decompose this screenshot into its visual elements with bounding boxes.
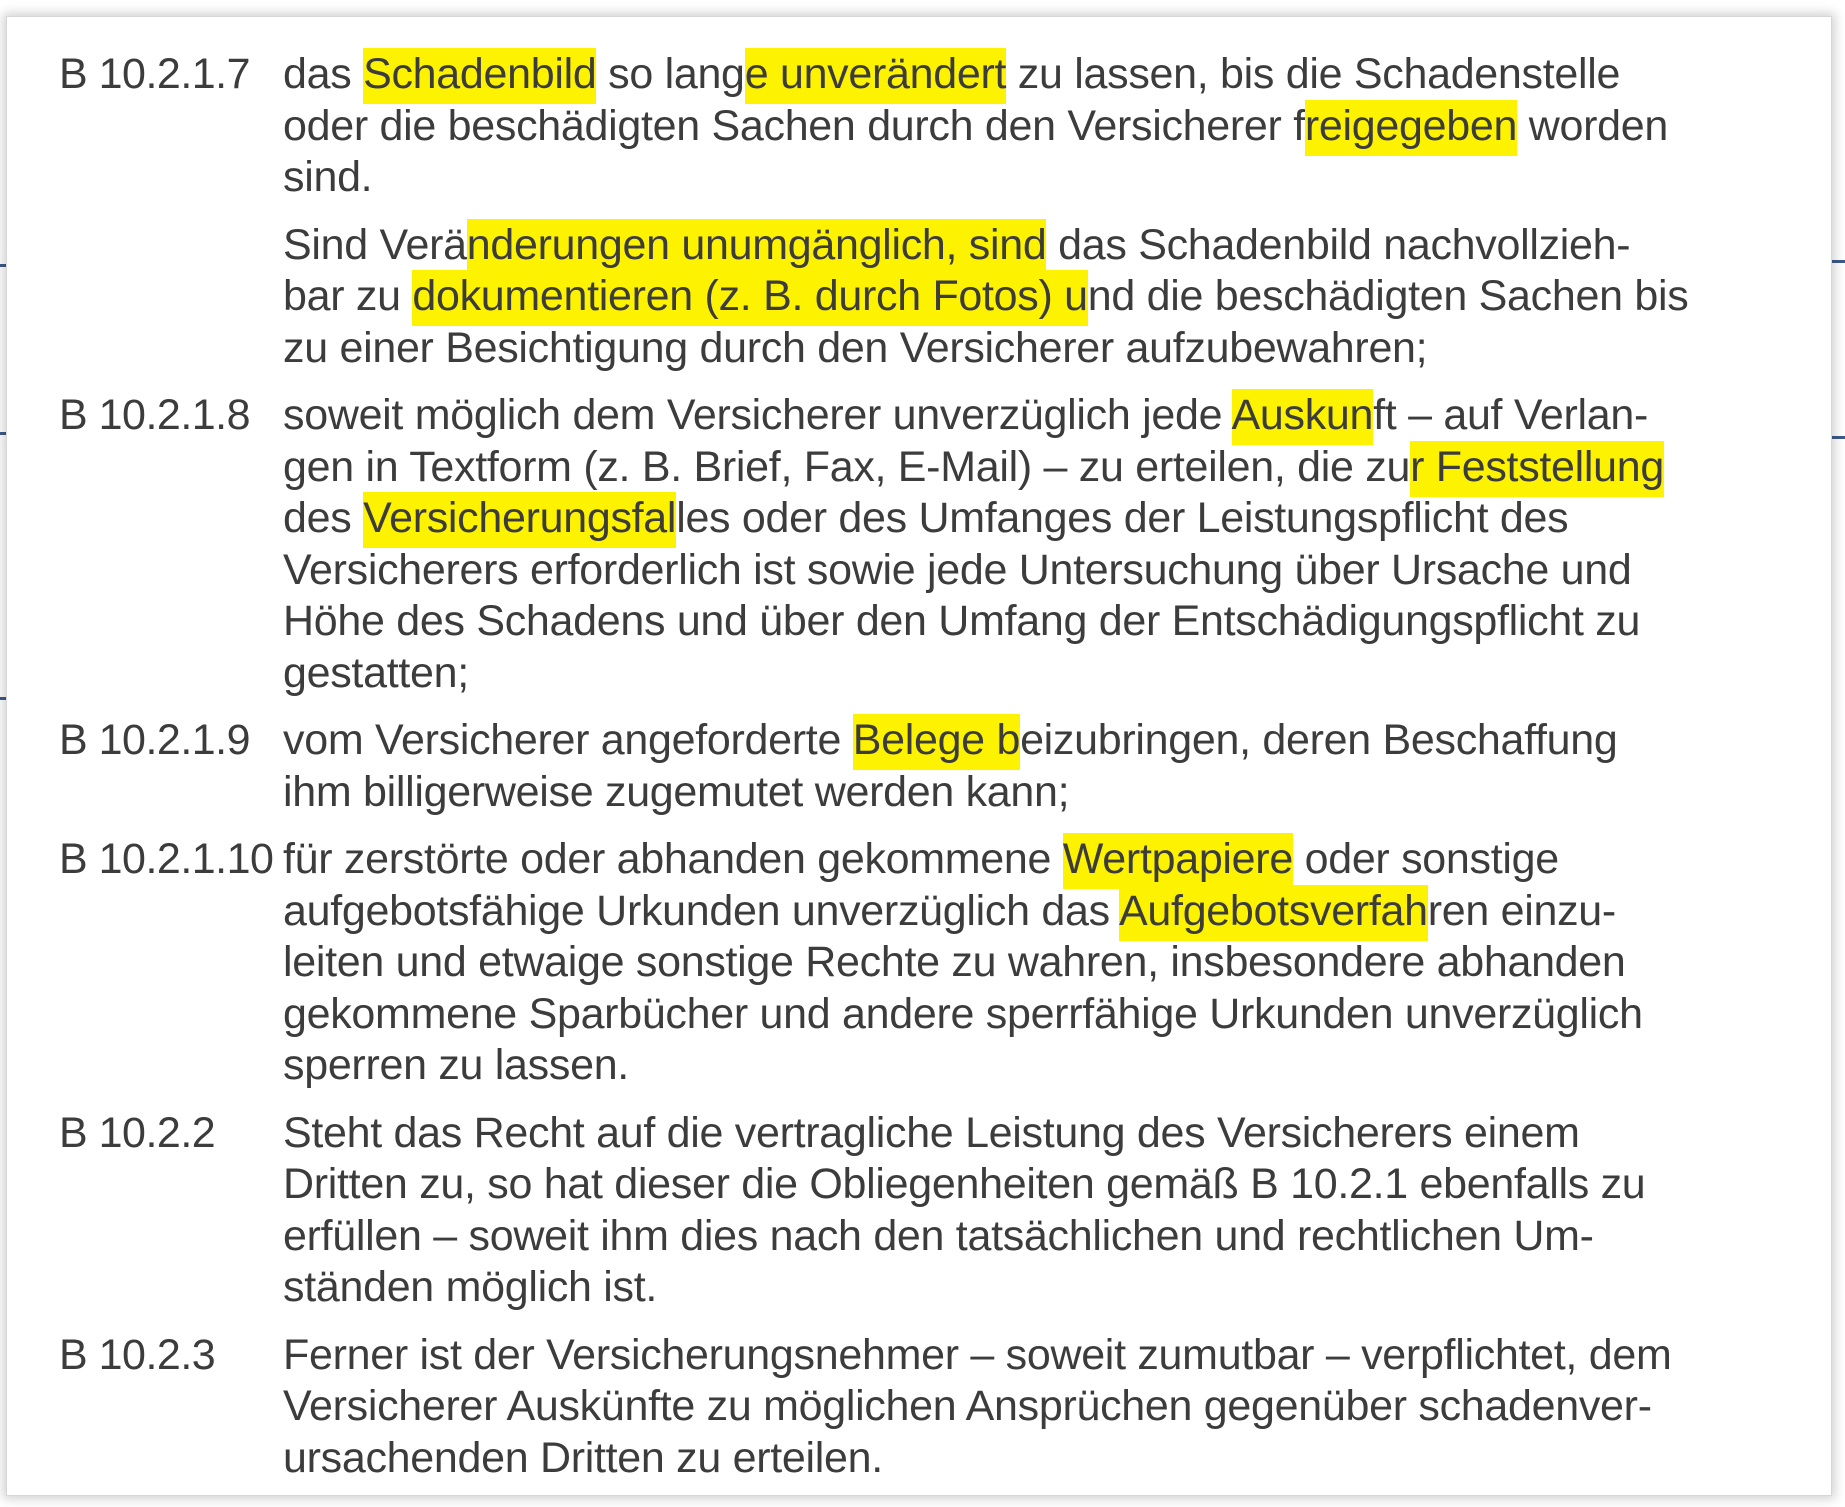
clause-text: [283, 1108, 1819, 1314]
highlighted-text: e unverändert: [745, 48, 1006, 104]
text-line: soweit möglich dem Versicherer unverzüglich jede Auskunft – auf Verlan-: [283, 390, 1819, 442]
text-line: für zerstörte oder abhanden gekommene Wertpapiere oder sonstige: [283, 834, 1819, 886]
clause-text: [283, 1330, 1819, 1485]
clause: [59, 1108, 1819, 1314]
text-line: leiten und etwaige sonstige Rechte zu wahren, insbesondere abhanden: [283, 938, 1626, 986]
clause: [59, 715, 1819, 818]
text-line: bar zu dokumentieren (z. B. durch Fotos) und die beschädigten Sachen bis: [283, 271, 1819, 323]
text-line: ihm billigerweise zugemutet werden kann;: [283, 767, 1070, 816]
edge-mark-right-2: [1832, 436, 1845, 439]
clause-number: B 10.2.2: [59, 1108, 216, 1157]
highlighted-text: reigegeben: [1305, 100, 1517, 156]
highlighted-text: nderungen unumgänglich, sind: [467, 219, 1047, 275]
clause: [59, 390, 1819, 699]
document-body: [59, 49, 1819, 1500]
text-line: gestatten;: [283, 648, 469, 697]
text-line: gekommene Sparbücher und andere sperrfähige Urkunden unverzüglich: [283, 989, 1643, 1038]
highlighted-text: Auskun: [1232, 389, 1374, 445]
paragraph: [283, 390, 1819, 699]
text-line: Versicherers erforderlich ist sowie jede Untersuchung über Ursache und: [283, 545, 1632, 594]
clause: [59, 834, 1819, 1092]
text-line: erfüllen – soweit ihm dies nach den tatsächlichen und rechtlichen Um-: [283, 1211, 1594, 1260]
paragraph: [283, 834, 1819, 1092]
text-line: oder die beschädigten Sachen durch den Versicherer freigegeben worden: [283, 101, 1819, 153]
text-line: das Schadenbild so lange unverändert zu lassen, bis die Schadenstelle: [283, 49, 1819, 101]
text-line: Sind Veränderungen unumgänglich, sind das Schadenbild nachvollzieh-: [283, 220, 1819, 272]
text-line: ursachenden Dritten zu erteilen.: [283, 1433, 883, 1482]
highlighted-text: Aufgebotsverfah: [1119, 885, 1428, 941]
text-line: gen in Textform (z. B. Brief, Fax, E-Mail) – zu erteilen, die zur Feststellung: [283, 442, 1819, 494]
text-line: aufgebotsfähige Urkunden unverzüglich das Aufgebotsverfahren einzu-: [283, 886, 1819, 938]
paragraph: [283, 1108, 1819, 1314]
clause-text: [283, 715, 1819, 818]
highlighted-text: Belege b: [853, 714, 1020, 770]
clause-number: B 10.2.1.9: [59, 716, 251, 764]
highlighted-text: r Feststellung: [1410, 441, 1664, 497]
highlighted-text: dokumentieren (z. B. durch Fotos) u: [412, 270, 1087, 326]
paragraph: [283, 1330, 1819, 1485]
highlighted-text: Versicherungsfal: [363, 492, 676, 548]
clause-text: [283, 49, 1819, 374]
paragraph: [283, 49, 1819, 204]
text-line: Versicherer Auskünfte zu möglichen Ansprüchen gegenüber schadenver-: [283, 1382, 1652, 1430]
edge-mark-right-1: [1832, 260, 1845, 263]
clause: [59, 49, 1819, 374]
text-line: vom Versicherer angeforderte Belege beizubringen, deren Beschaffung: [283, 715, 1819, 767]
clause-text: [283, 390, 1819, 699]
paragraph: [283, 220, 1819, 375]
clause-number: B 10.2.1.10: [59, 835, 274, 883]
highlighted-text: Wertpapiere: [1063, 833, 1293, 889]
clause-text: [283, 834, 1819, 1092]
text-line: sind.: [283, 153, 373, 201]
text-line: Steht das Recht auf die vertragliche Leistung des Versicherers einem: [283, 1108, 1580, 1157]
text-line: sperren zu lassen.: [283, 1041, 629, 1089]
clause-number: B 10.2.3: [59, 1330, 216, 1379]
text-line: Dritten zu, so hat dieser die Obliegenheiten gemäß B 10.2.1 ebenfalls zu: [283, 1160, 1646, 1208]
paragraph: [283, 715, 1819, 818]
document-excerpt-frame: [6, 16, 1832, 1496]
text-line: ständen möglich ist.: [283, 1263, 658, 1311]
text-line: des Versicherungsfalles oder des Umfanges der Leistungspflicht des: [283, 493, 1819, 545]
clause-number: B 10.2.1.7: [59, 50, 251, 98]
text-line: Höhe des Schadens und über den Umfang der Entschädigungspflicht zu: [283, 597, 1641, 645]
clause: [59, 1330, 1819, 1485]
text-line: zu einer Besichtigung durch den Versicherer aufzubewahren;: [283, 323, 1428, 372]
text-line: Ferner ist der Versicherungsnehmer – soweit zumutbar – verpflichtet, dem: [283, 1330, 1672, 1379]
highlighted-text: Schadenbild: [363, 48, 596, 104]
clause-number: B 10.2.1.8: [59, 391, 251, 439]
